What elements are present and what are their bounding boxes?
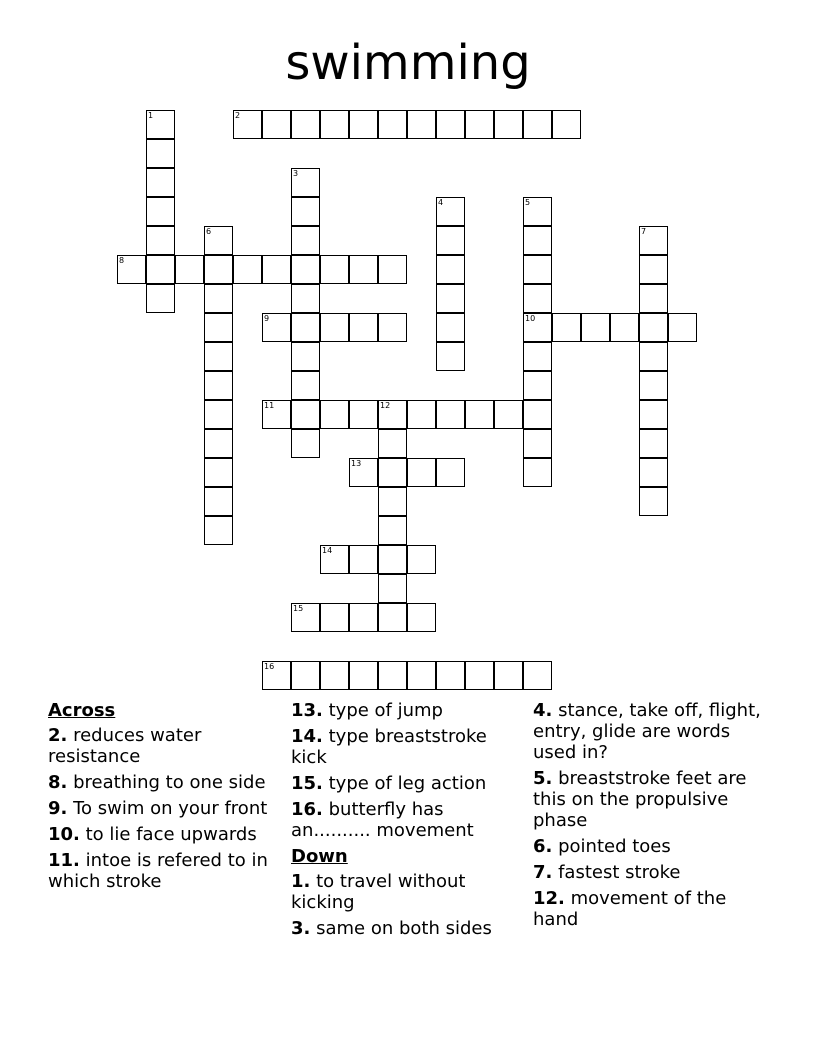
grid-cell[interactable] [407, 110, 436, 139]
grid-cell[interactable] [436, 661, 465, 690]
grid-cell[interactable] [291, 255, 320, 284]
grid-cell[interactable] [523, 661, 552, 690]
clue-item [48, 798, 278, 819]
grid-cell[interactable] [291, 197, 320, 226]
clue-item-text: butterfly has an.......... movement [291, 799, 474, 841]
grid-cell[interactable] [523, 110, 552, 139]
grid-cell[interactable] [639, 371, 668, 400]
clue-item-number: 4. [533, 700, 553, 721]
grid-cell[interactable] [262, 110, 291, 139]
clue-number: 4 [438, 198, 444, 207]
grid-cell[interactable] [378, 429, 407, 458]
clue-item-number: 16. [291, 799, 323, 820]
grid-cell[interactable] [523, 458, 552, 487]
clue-item-text: stance, take off, flight, entry, glide are words used in? [533, 700, 761, 763]
grid-cell[interactable] [523, 284, 552, 313]
clue-item-text: pointed toes [552, 836, 671, 857]
grid-cell[interactable] [320, 603, 349, 632]
clue-item [48, 772, 278, 793]
clue-number: 7 [641, 227, 647, 236]
grid-cell[interactable] [291, 313, 320, 342]
clue-item-number: 10. [48, 824, 80, 845]
clue-item [533, 862, 763, 883]
grid-cell[interactable] [291, 429, 320, 458]
clue-number: 3 [293, 169, 299, 178]
clue-column-3 [533, 700, 763, 935]
clue-item-text: movement of the hand [533, 888, 727, 930]
clue-item-text: reduces water resistance [48, 725, 202, 767]
clue-item [291, 726, 521, 768]
clue-item-number: 7. [533, 862, 553, 883]
grid-cell[interactable] [204, 342, 233, 371]
clue-heading: Down [291, 846, 348, 867]
clue-number: 16 [264, 662, 275, 671]
grid-cell[interactable] [639, 487, 668, 516]
clue-number: 11 [264, 401, 275, 410]
grid-cell[interactable] [378, 545, 407, 574]
grid-cell[interactable] [378, 661, 407, 690]
grid-cell[interactable] [146, 226, 175, 255]
clue-number: 14 [322, 546, 333, 555]
grid-cell[interactable] [436, 313, 465, 342]
clue-item [533, 768, 763, 831]
grid-cell[interactable] [523, 371, 552, 400]
clue-item-text: To swim on your front [67, 798, 268, 819]
grid-cell[interactable] [639, 400, 668, 429]
grid-cell[interactable] [349, 255, 378, 284]
grid-cell[interactable] [349, 110, 378, 139]
grid-cell[interactable] [175, 255, 204, 284]
clue-item-number: 15. [291, 773, 323, 794]
grid-cell[interactable] [436, 458, 465, 487]
grid-cell[interactable] [407, 661, 436, 690]
clue-item-text: to travel without kicking [291, 871, 466, 913]
grid-cell[interactable] [349, 603, 378, 632]
clue-item-number: 8. [48, 772, 68, 793]
grid-cell[interactable] [291, 400, 320, 429]
clue-item-number: 13. [291, 700, 323, 721]
grid-cell[interactable] [610, 313, 639, 342]
clue-item-number: 3. [291, 918, 311, 939]
grid-cell[interactable] [436, 255, 465, 284]
grid-cell[interactable] [291, 110, 320, 139]
grid-cell[interactable] [552, 110, 581, 139]
clue-number: 15 [293, 604, 304, 613]
grid-cell[interactable] [378, 110, 407, 139]
clue-column-2 [291, 700, 521, 944]
grid-cell[interactable] [436, 226, 465, 255]
clue-item-number: 12. [533, 888, 565, 909]
grid-cell[interactable] [262, 255, 291, 284]
grid-cell[interactable] [320, 313, 349, 342]
clue-item-number: 5. [533, 768, 553, 789]
grid-cell[interactable] [668, 313, 697, 342]
grid-cell[interactable] [639, 458, 668, 487]
grid-cell[interactable] [320, 400, 349, 429]
clue-item-text: type breaststroke kick [291, 726, 487, 768]
grid-cell[interactable] [146, 168, 175, 197]
grid-cell[interactable] [320, 661, 349, 690]
page-title: swimming [285, 35, 531, 91]
clue-item [291, 773, 521, 794]
clue-item-number: 9. [48, 798, 68, 819]
grid-cell[interactable] [291, 661, 320, 690]
grid-cell[interactable] [465, 661, 494, 690]
clue-number: 10 [525, 314, 536, 323]
clue-item-text: breaststroke feet are this on the propulsive phase [533, 768, 747, 831]
clue-item-text: breathing to one side [67, 772, 266, 793]
grid-cell[interactable] [291, 342, 320, 371]
grid-cell[interactable] [146, 284, 175, 313]
grid-cell[interactable] [639, 342, 668, 371]
grid-cell[interactable] [204, 284, 233, 313]
grid-cell[interactable] [552, 313, 581, 342]
grid-cell[interactable] [581, 313, 610, 342]
clue-item [291, 799, 521, 841]
grid-cell[interactable] [407, 603, 436, 632]
grid-cell[interactable] [523, 342, 552, 371]
clue-number: 1 [148, 111, 154, 120]
grid-cell[interactable] [465, 400, 494, 429]
grid-cell[interactable] [146, 197, 175, 226]
clue-item [533, 700, 763, 763]
grid-cell[interactable] [320, 255, 349, 284]
clue-item-text: type of leg action [322, 773, 487, 794]
grid-cell[interactable] [407, 545, 436, 574]
clue-item [291, 871, 521, 913]
clue-item-text: intoe is refered to in which stroke [48, 850, 268, 892]
grid-cell[interactable] [204, 371, 233, 400]
grid-cell[interactable] [407, 458, 436, 487]
grid-cell[interactable] [639, 255, 668, 284]
grid-cell[interactable] [378, 255, 407, 284]
grid-cell[interactable] [291, 226, 320, 255]
clue-item-text: fastest stroke [552, 862, 681, 883]
grid-cell[interactable] [349, 313, 378, 342]
clue-item [533, 888, 763, 930]
grid-cell[interactable] [233, 255, 262, 284]
grid-cell[interactable] [407, 400, 436, 429]
grid-cell[interactable] [523, 226, 552, 255]
clue-item-number: 11. [48, 850, 80, 871]
clue-number: 6 [206, 227, 212, 236]
grid-cell[interactable] [204, 313, 233, 342]
grid-cell[interactable] [204, 516, 233, 545]
clue-item-number: 1. [291, 871, 311, 892]
grid-cell[interactable] [204, 487, 233, 516]
clue-item-number: 2. [48, 725, 68, 746]
grid-cell[interactable] [146, 255, 175, 284]
grid-cell[interactable] [436, 110, 465, 139]
grid-cell[interactable] [349, 661, 378, 690]
grid-cell[interactable] [494, 400, 523, 429]
grid-cell[interactable] [436, 342, 465, 371]
clue-number: 9 [264, 314, 270, 323]
clue-item-number: 6. [533, 836, 553, 857]
clue-number: 2 [235, 111, 241, 120]
grid-cell[interactable] [378, 458, 407, 487]
grid-cell[interactable] [465, 110, 494, 139]
clue-column-1 [48, 700, 278, 897]
clue-number: 8 [119, 256, 125, 265]
clue-item [291, 700, 521, 721]
grid-cell[interactable] [523, 429, 552, 458]
grid-cell[interactable] [204, 458, 233, 487]
grid-cell[interactable] [349, 545, 378, 574]
grid-cell[interactable] [204, 429, 233, 458]
grid-cell[interactable] [494, 661, 523, 690]
clue-item [533, 836, 763, 857]
clue-item [291, 918, 521, 939]
clue-number: 5 [525, 198, 531, 207]
grid-cell[interactable] [291, 284, 320, 313]
grid-cell[interactable] [204, 400, 233, 429]
grid-cell[interactable] [349, 400, 378, 429]
clue-number: 13 [351, 459, 362, 468]
clue-number: 12 [380, 401, 391, 410]
grid-cell[interactable] [639, 313, 668, 342]
clue-item-text: to lie face upwards [79, 824, 257, 845]
grid-cell[interactable] [523, 400, 552, 429]
grid-cell[interactable] [291, 371, 320, 400]
grid-cell[interactable] [378, 574, 407, 603]
clue-item [48, 725, 278, 767]
grid-cell[interactable] [378, 516, 407, 545]
grid-cell[interactable] [204, 255, 233, 284]
grid-cell[interactable] [320, 110, 349, 139]
grid-cell[interactable] [639, 429, 668, 458]
clue-item-text: type of jump [322, 700, 443, 721]
grid-cell[interactable] [436, 400, 465, 429]
clue-item-text: same on both sides [310, 918, 492, 939]
grid-cell[interactable] [378, 603, 407, 632]
grid-cell[interactable] [494, 110, 523, 139]
clue-item [48, 824, 278, 845]
grid-cell[interactable] [639, 284, 668, 313]
clue-item-number: 14. [291, 726, 323, 747]
grid-cell[interactable] [436, 284, 465, 313]
clue-item [48, 850, 278, 892]
grid-cell[interactable] [378, 487, 407, 516]
grid-cell[interactable] [378, 313, 407, 342]
grid-cell[interactable] [523, 255, 552, 284]
clue-heading: Across [48, 700, 116, 721]
grid-cell[interactable] [146, 139, 175, 168]
